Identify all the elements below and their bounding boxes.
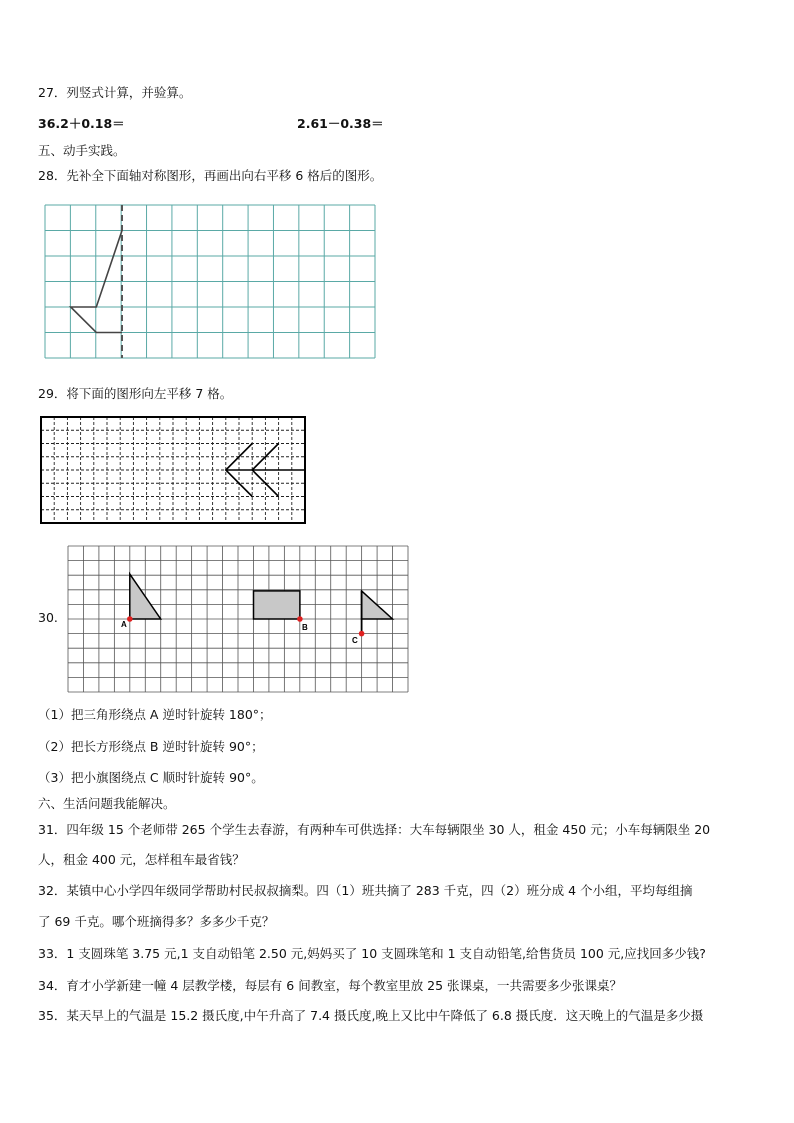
q34-line-1: 34．育才小学新建一幢 4 层教学楼，每层有 6 间教室，每个教室里放 25 张课桌，一共需要多少张课桌？ <box>38 978 623 993</box>
section-6-heading: 六、生活问题我能解决。 <box>38 796 176 811</box>
q31-line-1: 31．四年级 15 个老师带 265 个学生去春游，有两种车可供选择：大车每辆限坐 30 人，租金 450 元；小车每辆限坐 20 <box>38 822 711 837</box>
q27-expression-1: 36.2＋0.18＝ <box>38 116 125 131</box>
q31-line-2: 人，租金 400 元，怎样租车最省钱？ <box>38 852 245 867</box>
section-5-heading: 五、动手实践。 <box>38 143 126 158</box>
q29-title: 29．将下面的图形向左平移 7 格。 <box>38 386 233 401</box>
q30-sub-1: （1）把三角形绕点 A 逆时针旋转 180°； <box>38 707 272 722</box>
q30-grid-figure <box>68 546 408 692</box>
q33-line-1: 33．1 支圆珠笔 3.75 元,1 支自动铅笔 2.50 元,妈妈买了 10 支圆珠笔和 1 支自动铅笔,给售货员 100 元,应找回多少钱? <box>38 946 706 961</box>
q35-line-1: 35．某天早上的气温是 15.2 摄氏度,中午升高了 7.4 摄氏度,晚上又比中午降低了 6.8 摄氏度．这天晚上的气温是多少摄 <box>38 1008 704 1023</box>
q30-sub-3: （3）把小旗图绕点 C 顺时针旋转 90°。 <box>38 770 264 785</box>
q29-grid-figure <box>41 417 305 523</box>
q27-title: 27．列竖式计算，并验算。 <box>38 85 192 100</box>
q30-point-a <box>127 616 133 622</box>
q32-line-1: 32．某镇中心小学四年级同学帮助村民叔叔摘梨。四（1）班共摘了 283 千克，四（2）班分成 4 个小组，平均每组摘 <box>38 883 693 898</box>
q27-expression-2: 2.61－0.38＝ <box>297 116 384 131</box>
q28-grid-lines <box>45 205 375 358</box>
q30-sub-2: （2）把长方形绕点 B 逆时针旋转 90°； <box>38 739 264 754</box>
q30-point-c <box>359 631 365 637</box>
q30-label-a: A <box>121 620 127 629</box>
q30-rectangle <box>254 591 300 619</box>
q30-number: 30. <box>38 610 58 625</box>
q32-line-2: 了 69 千克。哪个班摘得多？多多少千克？ <box>38 914 275 929</box>
q30-label-b: B <box>302 623 308 632</box>
q28-grid-figure <box>45 205 375 358</box>
q30-point-b <box>297 616 303 622</box>
q28-title: 28．先补全下面轴对称图形，再画出向右平移 6 格后的图形。 <box>38 168 383 183</box>
q30-grid-lines <box>68 546 408 692</box>
q30-label-c: C <box>352 636 358 645</box>
